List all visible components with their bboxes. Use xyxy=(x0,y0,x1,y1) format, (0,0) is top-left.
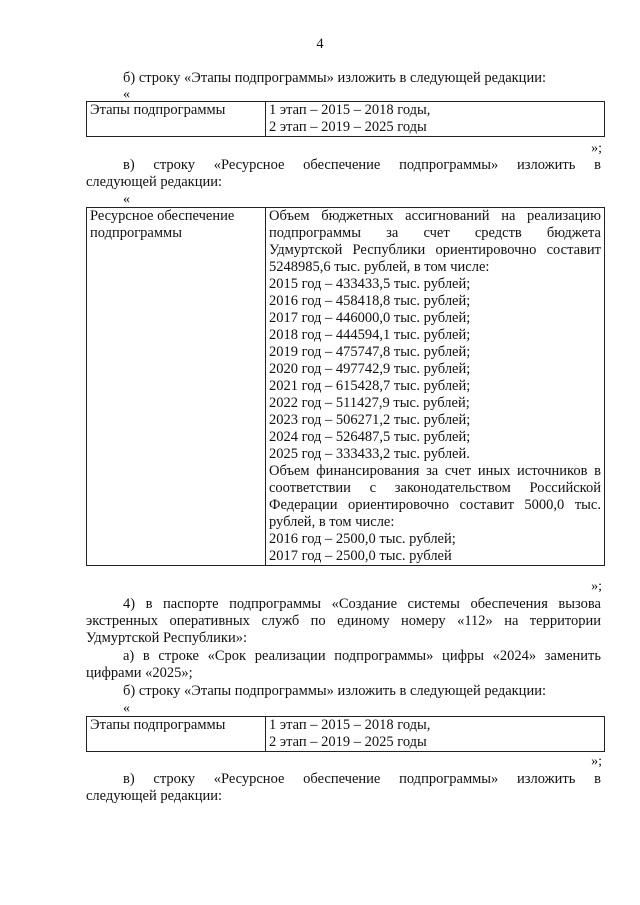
stages-line-1: 1 этап – 2015 – 2018 годы, xyxy=(269,717,431,733)
resources-line: Объем бюджетных ассигнований на реализацию xyxy=(269,208,601,224)
resources-line: 2019 год – 475747,8 тыс. рублей; xyxy=(269,344,471,360)
close-quote: »; xyxy=(591,579,602,594)
resources-line: соответствии с законодательством Российской xyxy=(269,480,601,496)
resources-table-value xyxy=(266,208,605,566)
resources-line: 2016 год – 2500,0 тыс. рублей; xyxy=(269,531,456,547)
paragraph-b-stages: б) строку «Этапы подпрограммы» изложить в следующей редакции: xyxy=(123,70,546,86)
paragraph-b2-stages: б) строку «Этапы подпрограммы» изложить в следующей редакции: xyxy=(123,683,546,699)
open-quote: « xyxy=(123,701,130,716)
close-quote: »; xyxy=(591,754,602,769)
stages-table-1-value xyxy=(266,102,605,137)
resources-line: рублей, в том числе: xyxy=(269,514,395,530)
stages-table-2 xyxy=(86,716,605,752)
resources-table xyxy=(86,207,605,566)
resources-line: 2022 год – 511427,9 тыс. рублей; xyxy=(269,395,470,411)
paragraph-v2-line2: следующей редакции: xyxy=(86,788,223,804)
open-quote: « xyxy=(123,192,130,207)
resources-line: 5248985,6 тыс. рублей, в том числе: xyxy=(269,259,490,275)
resources-table-label: Ресурсное обеспечение подпрограммы xyxy=(87,208,266,566)
resources-line: 2023 год – 506271,2 тыс. рублей; xyxy=(269,412,471,428)
paragraph-a: а) в строке «Срок реализации подпрограммы» цифры «2024» заменить xyxy=(123,648,601,664)
resources-line: 2025 год – 333433,2 тыс. рублей. xyxy=(269,446,470,462)
stages-line-1: 1 этап – 2015 – 2018 годы, xyxy=(269,102,431,118)
stages-line-2: 2 этап – 2019 – 2025 годы xyxy=(269,119,427,135)
paragraph-v-line2: следующей редакции: xyxy=(86,174,223,190)
resources-line: 2024 год – 526487,5 тыс. рублей; xyxy=(269,429,471,445)
stages-table-2-label: Этапы подпрограммы xyxy=(87,717,266,752)
stages-table-1-label: Этапы подпрограммы xyxy=(87,102,266,137)
resources-line: 2020 год – 497742,9 тыс. рублей; xyxy=(269,361,471,377)
resources-line: 2016 год – 458418,8 тыс. рублей; xyxy=(269,293,471,309)
resources-line: подпрограммы за счет средств бюджета xyxy=(269,225,601,241)
resources-line: Удмуртской Республики ориентировочно составит xyxy=(269,242,601,258)
resources-line: Объем финансирования за счет иных источников в xyxy=(269,463,601,479)
paragraph-v-resources: в) строку «Ресурсное обеспечение подпрограммы» изложить в xyxy=(123,157,601,173)
resources-line: 2015 год – 433433,5 тыс. рублей; xyxy=(269,276,471,292)
paragraph-v2-resources: в) строку «Ресурсное обеспечение подпрограммы» изложить в xyxy=(123,771,601,787)
stages-table-1 xyxy=(86,101,605,137)
close-quote: »; xyxy=(591,141,602,156)
resources-line: 2018 год – 444594,1 тыс. рублей; xyxy=(269,327,471,343)
page-number: 4 xyxy=(316,36,324,52)
resources-line: Федерации ориентировочно составит 5000,0 тыс. xyxy=(269,497,601,513)
paragraph-4-line3: Удмуртской Республики»: xyxy=(86,630,248,646)
resources-line: 2021 год – 615428,7 тыс. рублей; xyxy=(269,378,471,394)
resources-line: 2017 год – 446000,0 тыс. рублей; xyxy=(269,310,471,326)
open-quote: « xyxy=(123,87,130,102)
resources-line: 2017 год – 2500,0 тыс. рублей xyxy=(269,548,452,564)
stages-line-2: 2 этап – 2019 – 2025 годы xyxy=(269,734,427,750)
stages-table-2-value xyxy=(266,717,605,752)
paragraph-a-line2: цифрами «2025»; xyxy=(86,665,193,681)
paragraph-4: 4) в паспорте подпрограммы «Создание системы обеспечения вызова экстренных оперативных служб по единому номеру «112» на территории xyxy=(86,596,601,629)
